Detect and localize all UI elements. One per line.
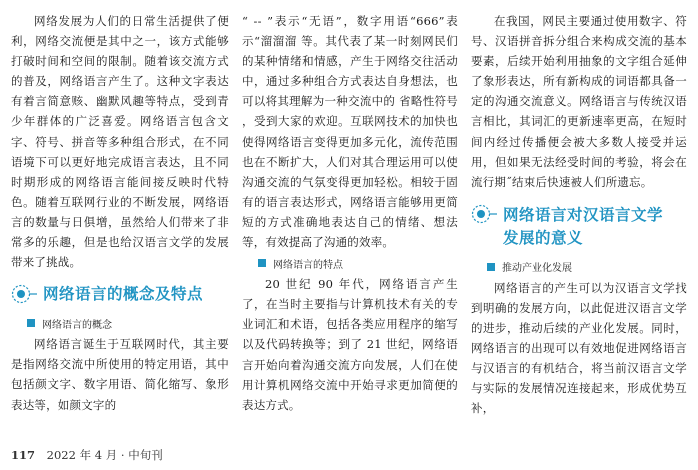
section-bullet-icon <box>471 204 497 224</box>
subheading-text: 网络语言的特点 <box>273 259 343 271</box>
section-title-line-2: 发展的意义 <box>503 228 584 247</box>
subheading-concept <box>11 314 229 332</box>
paragraph-industry: 网络语言的产生可以为汉语言文学找到明确的发展方向，以此促进汉语言文学的进步，推动后续的产业化发展。同时，网络语言的出现可以有效地促进网络语言与汉语言的有机结合，将当前汉语言文学与实际的发展情况连接起来，形成优势互补， <box>471 280 687 416</box>
section-title <box>503 204 663 250</box>
square-bullet-icon <box>258 259 266 267</box>
column-1 <box>11 11 229 415</box>
paragraph-china-netizens: 在我国，网民主要通过使用数字、符号、汉语拼音拆分组合来构成交流的基本要素，后续开始利用抽象的文字组合延伸了象形表达，所有新构成的词语都具备一定的沟通交流意义。网络语言与传统汉语言相比，其词汇的更新速率更高，在短时间内经过传播便会被大多数人接受并运用，但如果无法经受时间的考验，将会在 流行期˝结束后快速被人们所遗忘。 <box>471 14 687 189</box>
section-heading-concept <box>11 280 229 308</box>
column-2 <box>242 11 458 415</box>
paragraph-continued: “ -- ”表示“无语”，数字用语“666”表示“溜溜溜 等。其代表了某一时刻网民们的某种情绪和情感，产生于网络交往活动中，通过多种组合方式表达自身想法，也可以将其理解为一种交流中的 省略性符号 ，受到大家的欢迎。互联网技术的加快也使得网络语言变得更加多元化，流传范围也在不断扩大，人们对其合理运用可以使沟通交流的气氛变得更加轻松。相较于固有的语言表达形式，网络语言能够用更简短的方式准确地表达自己的情绪、想法等，有效提高了沟通的效率。 <box>242 14 458 250</box>
paragraph-intro: 网络发展为人们的日常生活提供了便利，网络交流便是其中之一，该方式能够打破时间和空间的限制。随着该交流方式的普及，网络语言产生了。这种文字表达有着言简意赅、幽默风趣等特点，受到青少年群体的广泛喜爱。网络语言包含文字、符号、拼音等多种组合形式，在不同语境下可以更好地完成语言表达，且不同时期形成的网络语言能间接反映时代特色。随着互联网行业的不断发展，网络语言的数量与日俱增，虽然给人们带来了非常多的乐趣，但是也给汉语言文学的发展带来了挑战。 <box>11 14 229 270</box>
issue-info: 2022 年 4 月 · 中旬刊 <box>46 448 163 462</box>
subheading-text: 推动产业化发展 <box>502 263 572 275</box>
subheading-industry <box>471 258 687 276</box>
column-3 <box>471 11 687 419</box>
page-number: 117 <box>11 448 36 462</box>
paragraph-concept: 网络语言诞生于互联网时代，其主要是指网络交流中所使用的特定用语，其中包括颜文字、数字用语、简化缩写、象形表达等，如颜文字的 <box>11 337 229 412</box>
square-bullet-icon <box>487 263 495 271</box>
section-bullet-icon <box>11 284 37 304</box>
page-footer <box>11 447 163 463</box>
section-title-line-1: 网络语言对汉语言文学 <box>503 205 664 224</box>
section-heading-significance <box>471 202 687 252</box>
section-title: 网络语言的概念及特点 <box>43 285 204 304</box>
subheading-text: 网络语言的概念 <box>42 319 112 331</box>
paragraph-features: 20 世纪 90 年代，网络语言产生了，在当时主要指与计算机技术有关的专业词汇和术语，包括各类应用程序的缩写以及代码转换等；到了 21 世纪，网络语言开始向着沟通交流方向发展，人们在使用计算机网络交流中开始寻求更加简便的表达方式。 <box>242 277 458 412</box>
square-bullet-icon <box>27 319 35 327</box>
subheading-features <box>242 254 458 272</box>
